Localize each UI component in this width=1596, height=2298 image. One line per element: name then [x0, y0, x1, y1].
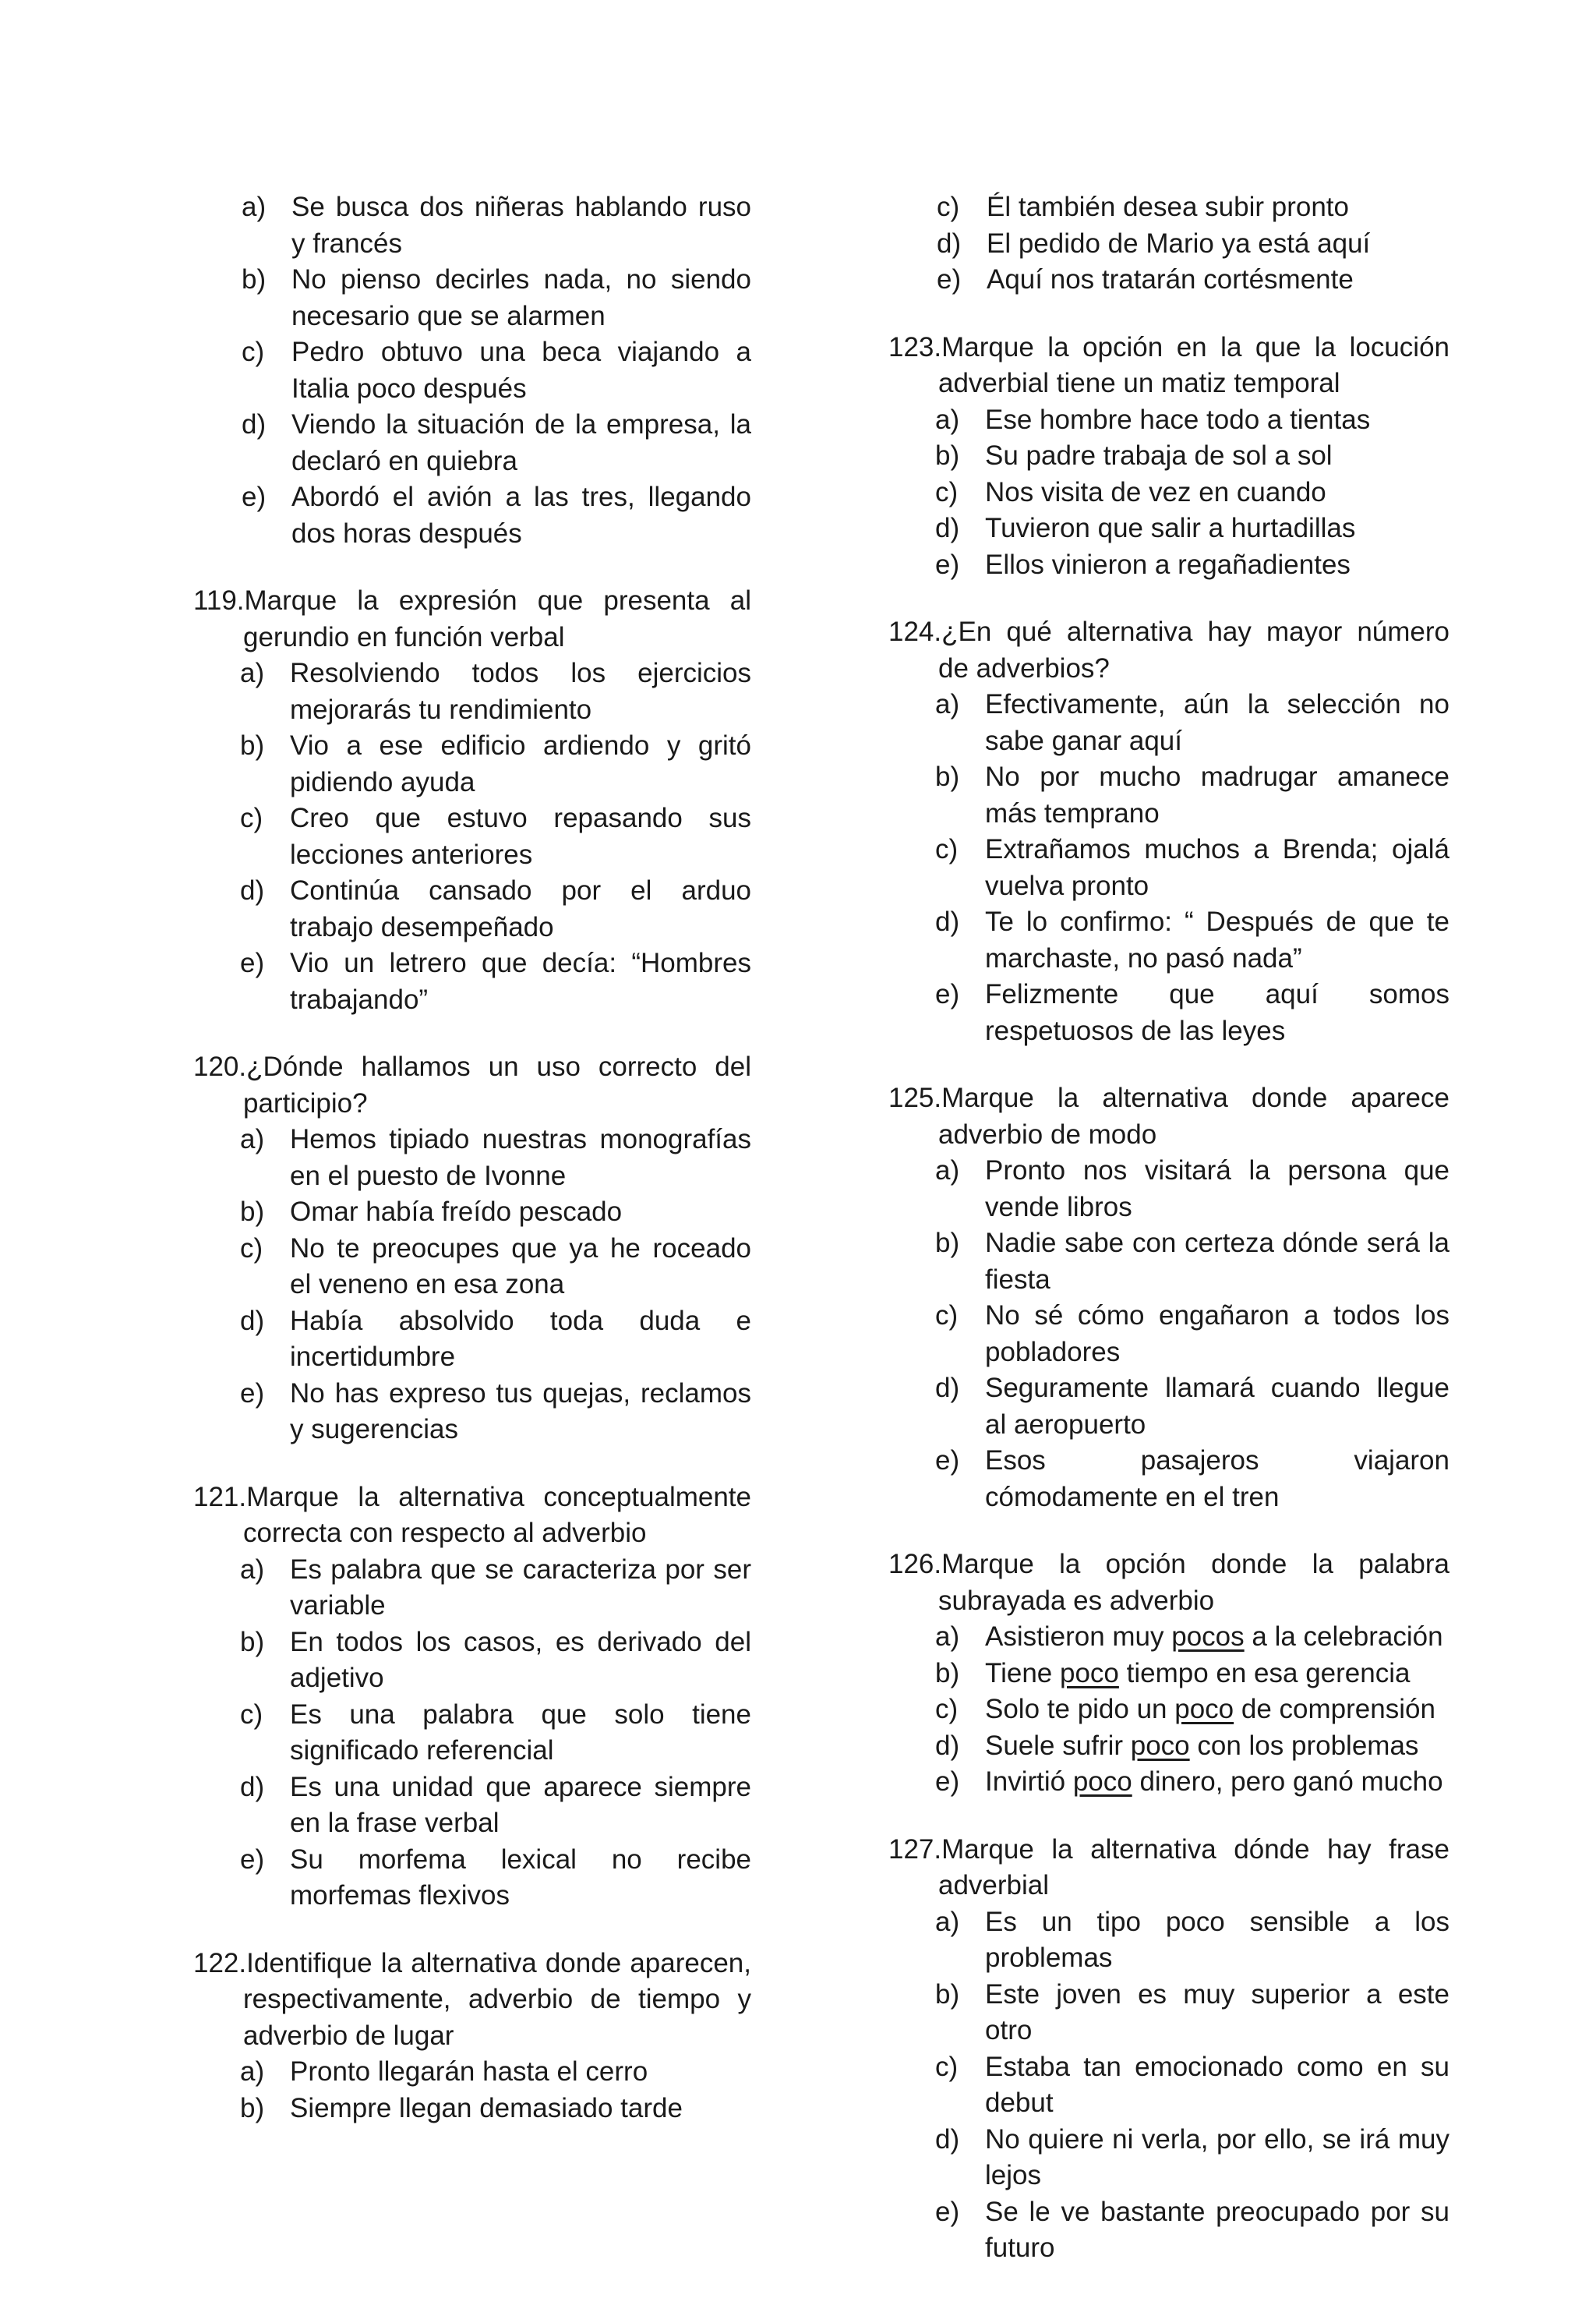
option-text-after: a la celebración [1244, 1621, 1443, 1652]
option-letter: e) [240, 1844, 265, 1875]
option-text: Es una palabra que solo tiene significado referencial [290, 1699, 751, 1766]
option [888, 1370, 1449, 1443]
option-letter: e) [935, 2196, 960, 2227]
option-text: Vio un letrero que decía: “Hombres trabajando” [290, 948, 751, 1015]
option-text-before: Asistieron muy [985, 1621, 1172, 1652]
option-letter: a) [935, 1906, 960, 1937]
option-letter: a) [935, 1155, 960, 1186]
underlined-word: pocos [1171, 1621, 1245, 1652]
option-letter: b) [242, 264, 267, 295]
question-text: Identifique la alternativa donde aparecen, respectivamente, adverbio de tiempo y adverbio de lugar [243, 1947, 751, 2051]
option-text-before: Invirtió [985, 1766, 1073, 1797]
question-text: Marque la opción donde la palabra subrayada es adverbio [938, 1549, 1449, 1616]
option [193, 1769, 751, 1842]
question-stem [193, 583, 751, 656]
question-number: 122. [193, 1947, 247, 1978]
question-stem [888, 1547, 1449, 1619]
question-number: 127. [888, 1833, 942, 1865]
option-letter: b) [240, 2092, 265, 2123]
option-letter: a) [935, 689, 960, 719]
question-number: 124. [888, 617, 942, 647]
question-text: Marque la alternativa dónde hay frase adverbial [938, 1833, 1449, 1900]
option-text: No has expreso tus quejas, reclamos y sugerencias [290, 1377, 751, 1444]
option-letter: a) [242, 192, 267, 222]
option [193, 1552, 751, 1625]
option-text-before: Tiene [985, 1657, 1060, 1688]
option-text: Se busca dos niñeras hablando ruso y francés [291, 192, 751, 259]
option [888, 1443, 1449, 1515]
question-stem [888, 330, 1449, 402]
option-text: Pedro obtuvo una beca viajando a Italia poco después [291, 337, 751, 404]
option-text: Esos pasajeros viajaron cómodamente en el tren [985, 1445, 1449, 1512]
option [888, 1619, 1449, 1656]
option-letter: a) [935, 404, 960, 435]
option-letter: e) [240, 1377, 265, 1409]
option [888, 904, 1449, 977]
option-letter: c) [240, 1699, 263, 1730]
option-letter: c) [935, 1694, 959, 1724]
option [193, 1303, 751, 1376]
option-text-after: tiempo en esa gerencia [1118, 1657, 1411, 1688]
option-text: Te lo confirmo: “ Después de que te marchaste, no pasó nada” [985, 907, 1449, 974]
right-column [888, 189, 1449, 2298]
option [193, 1194, 751, 1231]
option-letter: e) [240, 948, 265, 978]
option-letter: c) [935, 476, 959, 507]
question-stem [888, 614, 1449, 687]
option [888, 438, 1449, 475]
option-text: Es palabra que se caracteriza por ser variable [290, 1554, 751, 1621]
option-text [985, 1728, 1449, 1765]
question-number: 125. [888, 1083, 942, 1113]
underlined-word: poco [1130, 1730, 1190, 1761]
question-text: ¿Dónde hallamos un uso correcto del participio? [243, 1052, 751, 1119]
option-letter: a) [935, 1621, 960, 1652]
option [193, 1625, 751, 1697]
question-text: Marque la opción en la que la locución adverbial tiene un matiz temporal [938, 331, 1449, 398]
option-text: Seguramente llamará cuando llegue al aeropuerto [985, 1373, 1449, 1440]
question-text: Marque la expresión que presenta al gerundio en función verbal [243, 585, 751, 652]
option-text: Es un tipo poco sensible a los problemas [985, 1906, 1449, 1973]
option-text [985, 1692, 1449, 1728]
option [193, 1376, 751, 1448]
option-letter: b) [935, 1657, 960, 1688]
option-letter: b) [935, 1228, 960, 1258]
option [193, 728, 751, 801]
option-text: Siempre llegan demasiado tarde [290, 2092, 683, 2123]
option-text: En todos los casos, es derivado del adjetivo [290, 1626, 751, 1693]
option-text: Hemos tipiado nuestras monografías en el puesto de Ivonne [290, 1124, 751, 1191]
option-text [985, 1619, 1449, 1656]
option-text: Nadie sabe con certeza dónde será la fiesta [985, 1228, 1449, 1295]
option-letter: d) [937, 228, 962, 259]
option-letter: b) [240, 730, 265, 761]
option-text: No sé cómo engañaron a todos los pobladores [985, 1300, 1449, 1367]
option [193, 873, 751, 946]
option-text: Se le ve bastante preocupado por su futuro [985, 2196, 1449, 2263]
option-text: Ese hombre hace todo a tientas [985, 404, 1371, 435]
option-letter: d) [242, 409, 267, 440]
option-letter: d) [935, 2123, 960, 2155]
option [888, 1153, 1449, 1225]
option [888, 2194, 1449, 2267]
question-121 [193, 1480, 751, 1914]
question-stem [193, 1480, 751, 1552]
option-text [985, 1656, 1449, 1692]
question-text: Marque la alternativa conceptualmente correcta con respecto al adverbio [243, 1481, 751, 1548]
question-124 [888, 614, 1449, 1049]
option-text: El pedido de Mario ya está aquí [987, 228, 1371, 259]
underlined-word: poco [1059, 1657, 1119, 1688]
option [193, 946, 751, 1018]
option [888, 547, 1449, 584]
option-letter: b) [240, 1197, 265, 1227]
option [888, 402, 1449, 439]
question-number: 126. [888, 1549, 942, 1579]
option-text-after: de comprensión [1234, 1694, 1435, 1724]
option [193, 2091, 751, 2127]
question-123 [888, 330, 1449, 584]
option [888, 1904, 1449, 1977]
option [888, 511, 1449, 547]
question-127 [888, 1832, 1449, 2267]
option-letter: e) [935, 1766, 960, 1797]
option-text: Pronto nos visitará la persona que vende libros [985, 1155, 1449, 1222]
option [193, 479, 751, 552]
option [888, 1977, 1449, 2049]
option-text [985, 1764, 1449, 1801]
option-letter: e) [935, 549, 960, 580]
option [193, 262, 751, 334]
option-text: Su morfema lexical no recibe morfemas flexivos [290, 1844, 751, 1911]
question-stem [193, 1946, 751, 2055]
option [888, 977, 1449, 1049]
option-letter: a) [240, 1554, 265, 1585]
option-text: Su padre trabaja de sol a sol [985, 440, 1333, 471]
option-text: Él también desea subir pronto [987, 192, 1349, 222]
option-text-after: dinero, pero ganó mucho [1132, 1766, 1443, 1797]
option-letter: e) [242, 482, 267, 512]
option [888, 2122, 1449, 2194]
option-letter: c) [935, 1300, 959, 1331]
option-text: No pienso decirles nada, no siendo necesario que se alarmen [291, 264, 751, 331]
option-text: Continúa cansado por el arduo trabajo desempeñado [290, 875, 751, 942]
question-text: Marque la alternativa donde aparece adverbio de modo [938, 1083, 1449, 1150]
option-letter: b) [935, 762, 960, 792]
option [888, 759, 1449, 832]
question-stem [193, 1049, 751, 1122]
option-text: Tuvieron que salir a hurtadillas [985, 513, 1356, 543]
option-text: Es una unidad que aparece siempre en la frase verbal [290, 1771, 751, 1838]
question-number: 123. [888, 331, 942, 362]
option-text: No te preocupes que ya he roceado el veneno en esa zona [290, 1232, 751, 1299]
option [888, 1298, 1449, 1370]
question-119 [193, 583, 751, 1018]
option-letter: d) [240, 875, 265, 906]
option [888, 1764, 1449, 1801]
option [888, 189, 1449, 226]
question-125 [888, 1080, 1449, 1515]
question-120 [193, 1049, 751, 1448]
option-letter: a) [240, 658, 265, 688]
question-126 [888, 1547, 1449, 1801]
option-text: Estaba tan emocionado como en su debut [985, 2051, 1449, 2118]
option [888, 2049, 1449, 2122]
option-text: Omar había freído pescado [290, 1197, 623, 1227]
option [888, 226, 1449, 263]
option [193, 407, 751, 479]
option-letter: b) [240, 1626, 265, 1657]
option [193, 1842, 751, 1914]
option-text: Este joven es muy superior a este otro [985, 1978, 1449, 2045]
option [888, 475, 1449, 511]
option-text: Ellos vinieron a regañadientes [985, 549, 1351, 580]
option-text: Había absolvido toda duda e incertidumbre [290, 1305, 751, 1372]
question-stem [888, 1832, 1449, 1904]
option [193, 334, 751, 407]
option [193, 1697, 751, 1769]
option-letter: d) [935, 907, 960, 937]
option [193, 1231, 751, 1303]
option-text: Nos visita de vez en cuando [985, 476, 1326, 507]
option-text: Felizmente que aquí somos respetuosos de las leyes [985, 979, 1449, 1046]
option-text: No por mucho madrugar amanece más temprano [985, 762, 1449, 829]
option-letter: e) [937, 264, 962, 295]
option-text: Vio a ese edificio ardiendo y gritó pidiendo ayuda [290, 730, 751, 797]
option-letter: c) [242, 337, 265, 367]
option-letter: c) [240, 803, 263, 833]
question-text: ¿En qué alternativa hay mayor número de adverbios? [938, 617, 1449, 684]
option-letter: d) [240, 1771, 265, 1802]
option [888, 687, 1449, 759]
option-text: Abordó el avión a las tres, llegando dos horas después [291, 482, 751, 549]
option-letter: e) [935, 1445, 960, 1476]
option-text: Viendo la situación de la empresa, la declaró en quiebra [291, 409, 751, 476]
option-text-before: Suele sufrir [985, 1730, 1131, 1761]
option-letter: d) [935, 1730, 960, 1761]
question-number: 120. [193, 1052, 247, 1082]
option-text: Aquí nos tratarán cortésmente [987, 264, 1354, 295]
option-text: Pronto llegarán hasta el cerro [290, 2056, 648, 2087]
option-text-before: Solo te pido un [985, 1694, 1175, 1724]
question-number: 121. [193, 1481, 247, 1512]
option-letter: a) [240, 1124, 265, 1154]
option [888, 1656, 1449, 1692]
left-column [193, 189, 751, 2158]
option-letter: d) [935, 513, 960, 543]
option-text: Creo que estuvo repasando sus lecciones anteriores [290, 803, 751, 870]
underlined-word: poco [1174, 1694, 1234, 1724]
option [193, 189, 751, 262]
option-letter: e) [935, 979, 960, 1009]
question-stem [888, 1080, 1449, 1153]
option-text-after: con los problemas [1189, 1730, 1419, 1761]
option [193, 1122, 751, 1194]
question-118-tail [193, 189, 751, 552]
question-122 [193, 1946, 751, 2127]
underlined-word: poco [1072, 1766, 1132, 1797]
option [193, 801, 751, 873]
option-text: Extrañamos muchos a Brenda; ojalá vuelva pronto [985, 834, 1449, 901]
option-letter: d) [240, 1305, 265, 1336]
question-number: 119. [193, 585, 245, 616]
option-letter: c) [240, 1232, 263, 1264]
option-text: Resolviendo todos los ejercicios mejorarás tu rendimiento [290, 658, 751, 725]
option [888, 262, 1449, 299]
option-letter: c) [937, 192, 960, 222]
option [888, 1728, 1449, 1765]
question-122-tail [888, 189, 1449, 299]
option-letter: a) [240, 2056, 265, 2087]
option [193, 656, 751, 728]
option-letter: c) [935, 834, 959, 864]
option-letter: d) [935, 1373, 960, 1403]
option [888, 1692, 1449, 1728]
option [888, 832, 1449, 904]
option-letter: c) [935, 2051, 959, 2082]
option [888, 1225, 1449, 1298]
option-text: No quiere ni verla, por ello, se irá muy lejos [985, 2123, 1449, 2190]
option-letter: b) [935, 440, 960, 471]
option-text: Efectivamente, aún la selección no sabe ganar aquí [985, 689, 1449, 756]
option-letter: b) [935, 1978, 960, 2010]
option [193, 2054, 751, 2091]
